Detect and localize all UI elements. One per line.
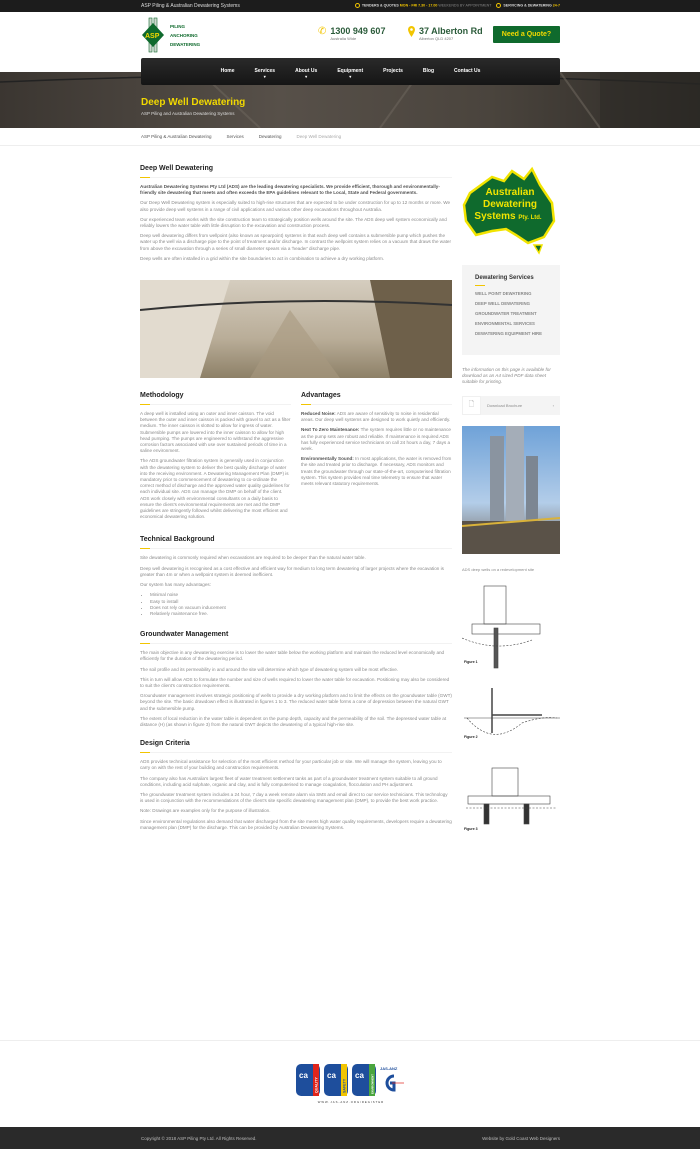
svg-text:ca: ca bbox=[327, 1071, 336, 1080]
servicing-hours: 24-7 bbox=[552, 3, 560, 8]
address: 37 Alberton Rd bbox=[419, 26, 483, 36]
nav-home[interactable]: Home bbox=[220, 68, 235, 74]
nav-blog[interactable]: Blog bbox=[422, 68, 434, 74]
section-title: Methodology bbox=[140, 392, 291, 405]
dewatering-diagrams bbox=[462, 578, 560, 833]
paragraph: The ADS groundwater filtration system is generally used in conjunction with the dewatering system to deliver the best quality discharge of water into the receiving environment. A Dewatering Management Plan (DMP) is mandatory prior to commencement of dewatering to co-ordinate the correct method of discharge and the approved water quality guidelines for each individual site. ADS can manage the DMP on behalf of the client. ADS work closely with environmental consultants on a daily basis to ensure the client's environmental requirements are met and the DMP guidelines are stringently followed whilst delivering the most efficient and economical dewatering solution. bbox=[140, 458, 290, 520]
certification-logos bbox=[294, 1062, 408, 1106]
svg-text:DEWATERING: DEWATERING bbox=[170, 42, 201, 47]
paragraph: Groundwater management involves strategic positioning of wells to provide a dry working platform and to limit the effects on the groundwater table (GWT) beyond the site. The basic drawdown effect is illustrated in figures 1 to 3. The reduced water table forms a cone of depression between the natural GWT and the submersible pump. bbox=[140, 693, 452, 711]
phone-contact[interactable] bbox=[318, 26, 385, 41]
paragraph: The groundwater treatment system includes a 24 hour, 7 day a week remote alarm via SMS and email direct to our service technicians. This technology is used in conjunction with the recommendations of the client's site specific dewatering management plan (DMP), to provide the best work practice. bbox=[140, 791, 448, 804]
section-title: Advantages bbox=[301, 392, 452, 405]
section-title: Design Criteria bbox=[140, 740, 452, 753]
tenders-hours: MON - FRI 7.30 - 17.00 bbox=[399, 3, 438, 8]
sidebar bbox=[462, 165, 560, 833]
jas-anz-label: JAS-ANZ bbox=[380, 1066, 398, 1071]
paragraph: Deep well dewatering differs from wellpoint (also known as spearpoint) systems in that each deep well contains a submersible pump which pushes the water up the well via a discharge pipe to the point of treatment and/or discharge. In contrast the wellpoint system relies on a vacuum that draws the water from above the excavation through a series of small diameter spears via a 'header' discharge pipe. bbox=[140, 233, 452, 251]
address-sub: Alberton QLD 4207 bbox=[419, 36, 454, 41]
methodology-section bbox=[140, 392, 291, 524]
cert-label-quality: QUALITY bbox=[314, 1077, 319, 1093]
figure-label: Figure 1 bbox=[464, 659, 478, 664]
section-title: Groundwater Management bbox=[140, 631, 452, 644]
service-link-groundwater[interactable]: GROUNDWATER TREATMENT bbox=[475, 311, 537, 316]
service-link-deep-well[interactable]: DEEP WELL DEWATERING bbox=[475, 301, 530, 306]
list-item: • Does not rely on vacuum inducement bbox=[150, 605, 452, 611]
service-link-well-point[interactable]: WELL POINT DEWATERING bbox=[475, 291, 532, 296]
svg-text:Australian: Australian bbox=[485, 187, 535, 198]
design-section bbox=[140, 740, 452, 831]
technical-section bbox=[140, 536, 452, 617]
paragraph: ADS provides technical assistance for selection of the most efficient method for your particular job or site. We will manage the system, leaving you to carry on with the rest of your building and construction requirements. bbox=[140, 759, 442, 771]
need-quote-button[interactable]: Need a Quote? bbox=[493, 26, 560, 43]
paragraph: The company also has Australia's largest fleet of water treatment settlement tanks as part of a groundwater treatment system suitable to all ground conditions, including acid sulphate, organic and clay, and is fully computerised to manage coagulation, flocculation and PH adjustment. bbox=[140, 775, 438, 787]
page-title: Deep Well Dewatering bbox=[141, 97, 246, 108]
advantages-section bbox=[301, 392, 452, 524]
document-icon: 🗋 bbox=[462, 396, 481, 415]
chevron-right-icon: › bbox=[552, 402, 554, 408]
clock-icon bbox=[496, 3, 501, 8]
tenders-label: TENDERS & QUOTES bbox=[361, 3, 399, 8]
breadcrumb-current: Deep Well Dewatering bbox=[296, 134, 342, 139]
nav-about-us[interactable]: About Us ▾ bbox=[295, 68, 317, 85]
breadcrumb-dewatering[interactable]: Dewatering bbox=[258, 134, 282, 139]
address-contact bbox=[408, 26, 483, 41]
footer bbox=[0, 1127, 700, 1149]
excavation-photo bbox=[140, 280, 452, 378]
designer-credit-link[interactable]: Website by Gold Coast Web Designers bbox=[482, 1136, 560, 1141]
advantages-list bbox=[150, 592, 452, 617]
phone-icon: ✆ bbox=[318, 26, 327, 37]
main-nav bbox=[141, 58, 560, 85]
nav-projects[interactable]: Projects bbox=[383, 68, 403, 74]
advantage-item: Reduced Noise: ADS are aware of sensitivity to noise in residential areas. Our deep well systems are designed to work quietly and efficiently. bbox=[301, 411, 451, 423]
servicing-label: SERVICING & DEWATERING bbox=[503, 3, 552, 8]
download-label: Download Brochure bbox=[487, 402, 523, 408]
service-link-environmental[interactable]: ENVIRONMENTAL SERVICES bbox=[475, 321, 535, 326]
hours-info bbox=[355, 3, 560, 8]
service-link-equipment-hire[interactable]: DEWATERING EQUIPMENT HIRE bbox=[475, 331, 543, 336]
paragraph: This in turn will allow ADS to formulate the number and size of wells required to lower the water table for excavation. Positioning may also be considered to suit the client's construction requirements. bbox=[140, 676, 450, 688]
paragraph: Deep well dewatering is recognised as a cost effective and efficient way for medium to long term dewatering of larger projects where the excavation is greater than 4m or when a wellpoint system is deemed inefficient. bbox=[140, 565, 444, 577]
groundwater-section bbox=[140, 631, 452, 728]
paragraph: Site dewatering is commonly required when excavations are required to be deeper than the natural water table. bbox=[140, 555, 366, 561]
site-logo[interactable] bbox=[140, 17, 210, 55]
svg-text:ca: ca bbox=[355, 1071, 364, 1080]
svg-text:ca: ca bbox=[299, 1071, 308, 1080]
top-bar bbox=[0, 0, 700, 12]
section-title: Deep Well Dewatering bbox=[140, 165, 452, 178]
photo-caption: ADS deep wells on a redevelopment site bbox=[462, 566, 535, 572]
nav-services[interactable]: Services ▾ bbox=[255, 68, 276, 85]
section-title: Technical Background bbox=[140, 536, 452, 549]
svg-text:PILING: PILING bbox=[170, 24, 186, 29]
site-photo bbox=[462, 426, 560, 554]
cert-url: WWW.JAS-ANZ.ORG/REGISTER bbox=[317, 1100, 385, 1104]
figure-label: Figure 3 bbox=[464, 826, 478, 831]
divider bbox=[0, 1040, 700, 1041]
clock-icon bbox=[355, 3, 360, 8]
tenders-weekend: WEEKENDS BY APPOINTMENT bbox=[438, 3, 492, 8]
ads-logo bbox=[462, 165, 560, 255]
svg-text:Dewatering: Dewatering bbox=[483, 199, 537, 210]
list-item: • Easy to install bbox=[150, 599, 452, 605]
phone-number[interactable]: 1300 949 607 bbox=[330, 26, 386, 36]
paragraph: Our system has many advantages: bbox=[140, 582, 211, 588]
svg-text:ASP: ASP bbox=[145, 33, 160, 40]
intro-lead: Australian Dewatering Systems Pty Ltd (ADS) are the leading dewatering specialists. We provide efficient, thorough and environmentally-friendly site dewatering that meets and often exceeds the EPA guidelines relevant to the Local, State and Federal governments. bbox=[140, 184, 440, 196]
cert-label-safety: SAFETY bbox=[342, 1078, 347, 1093]
paragraph: The extent of local reduction in the water table is dependent on the pump depth, capacity and the permeability of the soil. The depressed water table at distance (H) (as shown in figure 3) from the natural GWT depicts the dewatering of a typical high-rise site. bbox=[140, 715, 447, 727]
list-item: • Relatively maintenance free. bbox=[150, 611, 452, 617]
services-title: Dewatering Services bbox=[475, 275, 547, 286]
company-name: ASP Piling & Australian Dewatering Systems bbox=[141, 3, 240, 9]
nav-equipment[interactable]: Equipment ▾ bbox=[337, 68, 363, 85]
services-box bbox=[462, 265, 560, 355]
paragraph: Deep wells are often installed in a grid within the site boundaries to act in combination to achieve a dry working platform. bbox=[140, 255, 385, 261]
svg-text:Systems Pty. Ltd.: Systems Pty. Ltd. bbox=[474, 211, 542, 222]
paragraph: The soil profile and its permeability in and around the site will determine which type of dewatering system will be most effective. bbox=[140, 666, 399, 672]
phone-sub: Australia Wide bbox=[330, 36, 357, 41]
location-pin-icon bbox=[408, 26, 415, 37]
list-item: • Minimal noise bbox=[150, 592, 452, 598]
breadcrumb bbox=[0, 128, 700, 146]
breadcrumb-home[interactable]: ASP Piling & Australian Dewatering bbox=[141, 134, 212, 139]
figure-label: Figure 2 bbox=[464, 734, 478, 739]
paragraph: Note: Drawings are examples only for the purpose of illustration. bbox=[140, 808, 271, 814]
breadcrumb-services[interactable]: Services bbox=[226, 134, 244, 139]
svg-text:ANCHORING: ANCHORING bbox=[170, 33, 198, 38]
advantage-item: Environmentally Sound: In most applications, the water is removed from the site and treated prior to discharge. If necessary, ADS monitors and treats the groundwater through our state-of-the-art, computerised filtration system. This system provides real time telemetry to ensure that water meets relevant statutory requirements. bbox=[301, 456, 452, 487]
download-note: The information on this page is available for download as an A4 sized PDF data sheet suitable for printing. bbox=[462, 367, 551, 385]
paragraph: Since environmental regulations also demand that water discharged from the site meets high water quality requirements, developers require a dewatering management plan (DMP) for the discharge. This can be provided by Australian Dewatering Systems. bbox=[140, 818, 452, 830]
paragraph: The main objective in any dewatering exercise is to lower the water table below the working platform and maintain the reduced level economically and efficiently for the duration of the dewatering period. bbox=[140, 650, 445, 662]
advantage-item: Next To Zero Maintenance: The system requires little or no maintenance as the pump sets are robust and reliable. If maintenance is required ADS has fully experienced service technicians on call 24 hours a day, 7 days a week. bbox=[301, 427, 451, 452]
paragraph: A deep well is installed using an outer and inner caisson. The void between the outer and inner caisson is packed with gravel to act as a filter medium. The inner caisson is slotted to allow for ingress of water. Submersible pumps are lowered into the inner caisson to allow for high head pumping. The pumps are engineered to withstand the aggressive corrosion factors associated with use over sustained periods of time in a saline environment. bbox=[140, 411, 291, 454]
paragraph: Our experienced team works with the site construction team to strategically position wells around the site. The ADS deep well system economically and reliably lowers the water table with little disruption to the excavation and construction process. bbox=[140, 216, 447, 229]
paragraph: Our Deep Well Dewatering system is especially suited to high-rise structures that are expected to be under construction for up to 12 months or more. We also provide deep well systems in a range of civil applications and various other deep excavations throughout Australia. bbox=[140, 200, 451, 212]
cert-label-environment: ENVIRONMENT bbox=[371, 1074, 375, 1094]
main-content bbox=[140, 165, 452, 835]
page-subtitle: ASP Piling and Australian Dewatering Systems bbox=[141, 111, 235, 116]
nav-contact-us[interactable]: Contact Us bbox=[454, 68, 481, 74]
download-brochure-button[interactable] bbox=[462, 396, 560, 415]
copyright: Copyright © 2018 ASP Piling Pty Ltd. All Rights Reserved. bbox=[141, 1136, 257, 1141]
